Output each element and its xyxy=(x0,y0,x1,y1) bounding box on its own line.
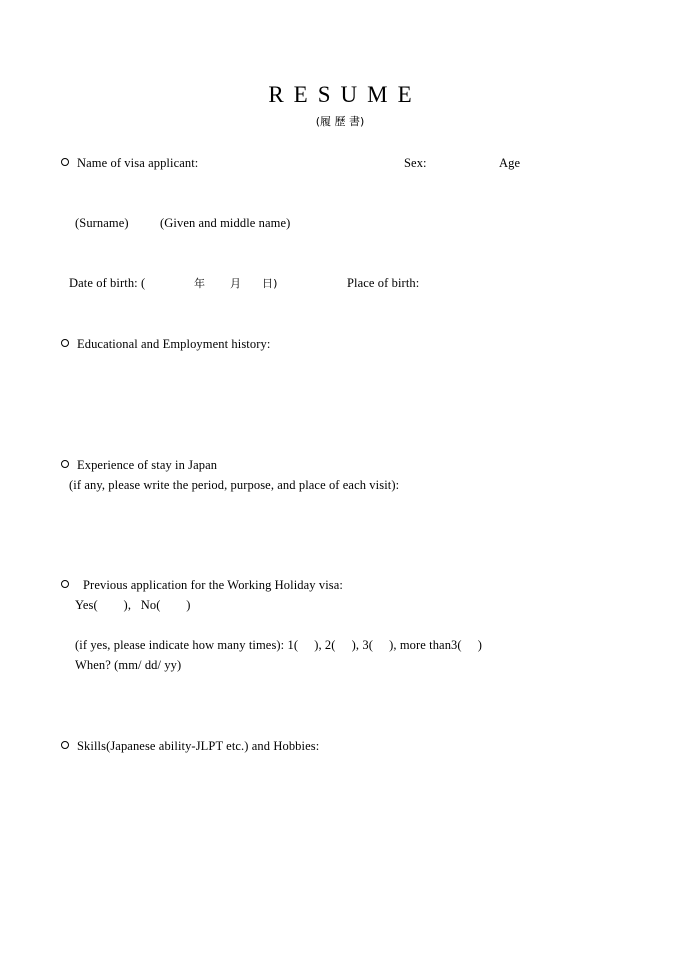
resume-subtitle: (履 歷 書) xyxy=(315,115,365,128)
bullet-icon xyxy=(61,158,69,166)
yes-no-options: Yes( ), No( ) xyxy=(75,598,191,612)
skills-label: Skills(Japanese ability-JLPT etc.) and Hobbies: xyxy=(77,739,320,753)
dob-day: 日) xyxy=(262,277,278,290)
dob-label: Date of birth: ( xyxy=(69,276,146,290)
age-label: Age xyxy=(499,156,521,170)
sex-label: Sex: xyxy=(404,156,427,170)
given-name-label: (Given and middle name) xyxy=(160,216,291,230)
bullet-icon xyxy=(61,741,69,749)
bullet-icon xyxy=(61,580,69,588)
dob-month: 月 xyxy=(230,277,242,290)
stay-note: (if any, please write the period, purpose, and place of each visit): xyxy=(69,478,400,492)
surname-label: (Surname) xyxy=(75,216,129,230)
name-label: Name of visa applicant: xyxy=(77,156,199,170)
dob-year: 年 xyxy=(194,277,206,290)
stay-label: Experience of stay in Japan xyxy=(77,458,218,472)
previous-label: Previous application for the Working Holiday visa: xyxy=(83,578,343,592)
bullet-icon xyxy=(61,460,69,468)
place-of-birth-label: Place of birth: xyxy=(347,276,420,290)
times-question: (if yes, please indicate how many times): 1( ), 2( ), 3( ), more than3( ) xyxy=(75,638,483,652)
bullet-icon xyxy=(61,339,69,347)
resume-title: RESUME xyxy=(268,82,422,107)
education-label: Educational and Employment history: xyxy=(77,337,271,351)
when-question: When? (mm/ dd/ yy) xyxy=(75,658,182,672)
